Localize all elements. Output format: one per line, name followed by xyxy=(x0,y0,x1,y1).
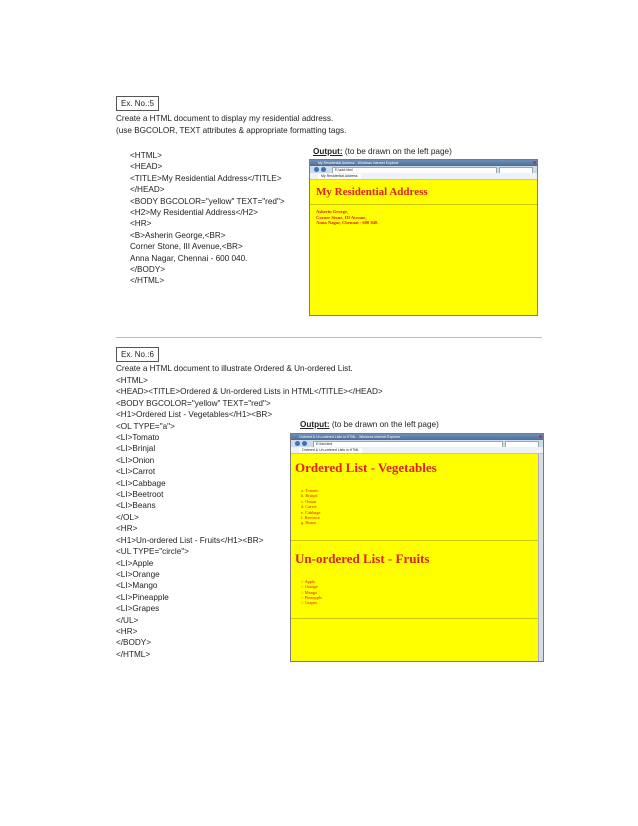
list-item: ○ Orange xyxy=(301,584,318,590)
ex6-instruction: Create a HTML document to illustrate Ordered & Un-ordered List. xyxy=(116,364,353,373)
code-line: Anna Nagar, Chennai - 600 040. xyxy=(130,253,248,263)
code-line: <LI>Beans xyxy=(116,501,156,511)
code-line: <HTML> xyxy=(116,376,148,385)
divider xyxy=(291,618,543,619)
list-item: f. Beetroot xyxy=(301,515,320,521)
code-line: <LI>Cabbage xyxy=(116,478,166,488)
section-divider xyxy=(116,337,542,338)
list-item: g. Beans xyxy=(301,520,317,526)
code-line: <LI>Apple xyxy=(116,558,154,568)
code-line: </OL> xyxy=(116,512,139,522)
code-line: <LI>Carrot xyxy=(116,467,156,477)
scrollbar[interactable] xyxy=(538,454,543,661)
code-line: <BODY BGCOLOR="yellow" TEXT="red"> xyxy=(130,196,285,206)
code-line: <LI>Brinjal xyxy=(116,444,156,454)
code-line: <LI>Tomato xyxy=(116,433,160,443)
address-bar xyxy=(291,440,543,447)
code-line: <BODY BGCOLOR="yellow" TEXT="red"> xyxy=(116,398,271,408)
code-line: <LI>Beetroot xyxy=(116,490,164,500)
address-field[interactable]: E:\list.html xyxy=(313,441,503,448)
address-field[interactable]: E:\add.html xyxy=(332,167,497,174)
list-item: ○ Apple xyxy=(301,578,316,584)
output-label-text: Output: xyxy=(313,147,343,156)
code-line: <LI>Mango xyxy=(116,581,158,591)
code-line: </BODY> xyxy=(130,265,166,275)
ex6-heading-ordered: Ordered List - Vegetables xyxy=(295,460,437,475)
close-icon[interactable] xyxy=(533,161,536,164)
ex6-output-label xyxy=(300,420,439,429)
code-line: </BODY> xyxy=(116,638,152,648)
code-line: <HEAD> xyxy=(130,162,163,172)
address-line: Anna Nagar, Chennai - 600 040. xyxy=(316,220,379,226)
code-line: <TITLE>My Residential Address</TITLE> xyxy=(130,173,282,183)
ex5-label: Ex. No.:5 xyxy=(116,96,159,111)
code-line: <LI>Onion xyxy=(116,455,155,465)
code-line: <HR> xyxy=(116,524,138,534)
tab-current[interactable]: My Residential Address xyxy=(318,174,361,179)
code-line: </HEAD> xyxy=(130,185,165,195)
ex5-code-block xyxy=(130,150,285,287)
output-label-text: Output: xyxy=(300,420,330,429)
code-line: <LI>Grapes xyxy=(116,604,160,614)
code-line: <HR> xyxy=(116,626,138,636)
forward-icon[interactable] xyxy=(302,441,307,446)
list-item: a. Tomato xyxy=(301,488,319,493)
tab-bar xyxy=(310,173,537,180)
ex5-instruction-2: (use BGCOLOR, TEXT attributes & appropriate formatting tags. xyxy=(116,126,347,135)
code-line: <HR> xyxy=(130,219,152,229)
list-item: ○ Mango xyxy=(301,589,318,595)
list-item: d. Carrot xyxy=(301,504,317,510)
list-item: e. Cabbage xyxy=(301,509,321,515)
list-item: ○ Pineapple xyxy=(301,595,323,601)
code-line: <LI>Pineapple xyxy=(116,592,169,602)
address-bar xyxy=(310,166,537,173)
code-line: </HTML> xyxy=(116,649,151,659)
window-title: Ordered & Un-ordered Lists in HTML - Windows Internet Explorer xyxy=(299,435,401,439)
tab-bar xyxy=(291,447,543,454)
list-item: ○ Grapes xyxy=(301,600,318,606)
list-item: b. Brinjal xyxy=(301,493,318,499)
ordered-list xyxy=(291,476,543,526)
ex5-browser-window xyxy=(309,159,538,316)
ex6-page-content xyxy=(291,454,543,661)
forward-icon[interactable] xyxy=(321,167,326,172)
ex5-heading: My Residential Address xyxy=(316,186,428,198)
ex6-heading-unordered: Un-ordered List - Fruits xyxy=(295,550,430,566)
code-line: <HTML> xyxy=(130,151,162,160)
output-note: (to be drawn on the left page) xyxy=(342,147,452,156)
code-line: </UL> xyxy=(116,615,139,625)
code-line: <LI>Orange xyxy=(116,569,160,579)
list-item: c. Onion xyxy=(301,498,317,504)
code-line: <H2>My Residential Address</H2> xyxy=(130,208,258,218)
back-icon[interactable] xyxy=(314,167,319,172)
ex6-label: Ex. No.:6 xyxy=(116,347,159,362)
ex6-browser-window xyxy=(290,433,544,662)
tab-current[interactable]: Ordered & Un-ordered Lists in HTML xyxy=(299,448,362,453)
ex5-instruction-1: Create a HTML document to display my residential address. xyxy=(116,114,334,123)
code-line: <B>Asherin George,<BR> xyxy=(130,230,226,240)
ex5-output-label xyxy=(313,147,452,156)
unordered-list xyxy=(291,567,543,606)
close-icon[interactable] xyxy=(539,435,542,438)
code-line: <H1>Ordered List - Vegetables</H1><BR> xyxy=(116,410,273,420)
window-title: My Residential Address - Windows Internet Explorer xyxy=(318,161,399,165)
code-line: <H1>Un-ordered List - Fruits</H1><BR> xyxy=(116,535,264,545)
code-line: Corner Stone, III Avenue,<BR> xyxy=(130,242,243,252)
ex5-page-content xyxy=(310,180,537,315)
code-line: </HTML> xyxy=(130,276,165,286)
code-line: <UL TYPE="circle"> xyxy=(116,547,189,557)
ex5-address-text xyxy=(310,205,537,226)
output-note: (to be drawn on the left page) xyxy=(329,420,439,429)
code-line: <OL TYPE="a"> xyxy=(116,421,175,431)
address-line: Corner Stone, III Avenue, xyxy=(316,214,367,220)
address-line: Asherin George, xyxy=(316,209,349,214)
back-icon[interactable] xyxy=(295,441,300,446)
code-line: <HEAD><TITLE>Ordered & Un-ordered Lists in HTML</TITLE></HEAD> xyxy=(116,387,383,397)
